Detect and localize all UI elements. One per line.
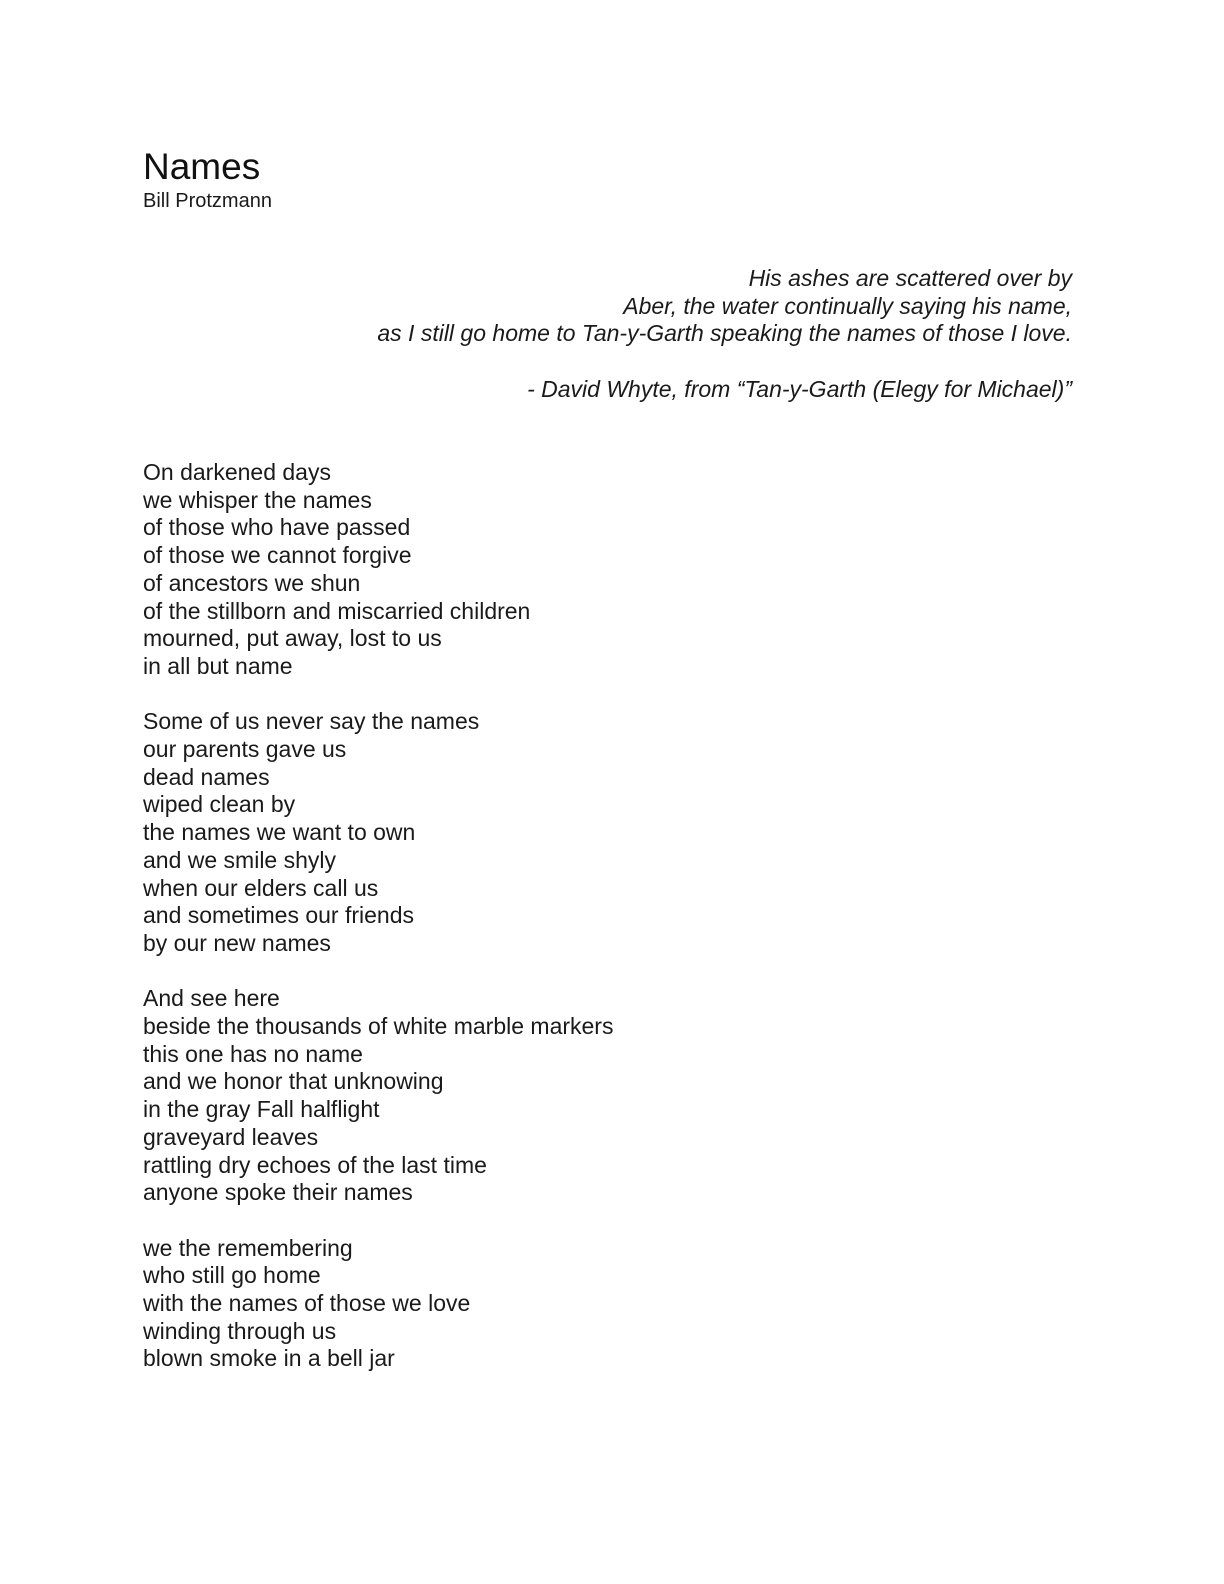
poem-line: and we honor that unknowing: [143, 1068, 444, 1095]
poem-line: winding through us: [143, 1317, 337, 1344]
poem-line: And see here: [143, 985, 280, 1012]
poem-author: Bill Protzmann: [143, 190, 272, 212]
poem-line: and we smile shyly: [143, 846, 337, 873]
poem-line: of those who have passed: [143, 514, 411, 541]
poem-line: beside the thousands of white marble markers: [143, 1013, 614, 1040]
epigraph-line: Aber, the water continually saying his name,: [623, 292, 1072, 319]
poem-body: [143, 459, 1043, 1401]
poem-line: our parents gave us: [143, 736, 347, 763]
poem-line: of the stillborn and miscarried children: [143, 597, 531, 624]
poem-line: we the remembering: [143, 1234, 353, 1261]
poem-line: by our new names: [143, 929, 331, 956]
poem-line: with the names of those we love: [143, 1290, 471, 1317]
epigraph-line: His ashes are scattered over by: [748, 265, 1072, 291]
stanza-2: [143, 708, 1043, 957]
poem-line: when our elders call us: [143, 874, 379, 901]
stanza-4: [143, 1235, 1043, 1374]
epigraph-attribution: - David Whyte, from “Tan-y-Garth (Elegy for Michael)”: [527, 375, 1072, 402]
poem-line: anyone spoke their names: [143, 1179, 413, 1206]
poem-line: of those we cannot forgive: [143, 542, 412, 569]
poem-line: and sometimes our friends: [143, 902, 415, 929]
poem-title: Names: [143, 146, 261, 187]
poem-line: graveyard leaves: [143, 1123, 319, 1150]
poem-line: the names we want to own: [143, 819, 416, 846]
poem-line: who still go home: [143, 1262, 321, 1289]
poem-line: wiped clean by: [143, 791, 296, 818]
poem-line: of ancestors we shun: [143, 569, 361, 596]
poem-line: Some of us never say the names: [143, 708, 480, 735]
poem-line: On darkened days: [143, 459, 331, 485]
stanza-3: [143, 985, 1043, 1207]
poem-line: mourned, put away, lost to us: [143, 625, 442, 652]
poem-line: in all but name: [143, 652, 293, 679]
epigraph-line: as I still go home to Tan-y-Garth speaking the names of those I love.: [377, 320, 1072, 347]
poem-line: rattling dry echoes of the last time: [143, 1151, 487, 1178]
poem-line: we whisper the names: [143, 486, 372, 513]
poem-line: in the gray Fall halflight: [143, 1096, 380, 1123]
poem-line: blown smoke in a bell jar: [143, 1345, 395, 1372]
stanza-1: [143, 459, 1043, 681]
poem-line: dead names: [143, 763, 270, 790]
epigraph: [272, 265, 1072, 404]
poem-line: this one has no name: [143, 1040, 363, 1067]
